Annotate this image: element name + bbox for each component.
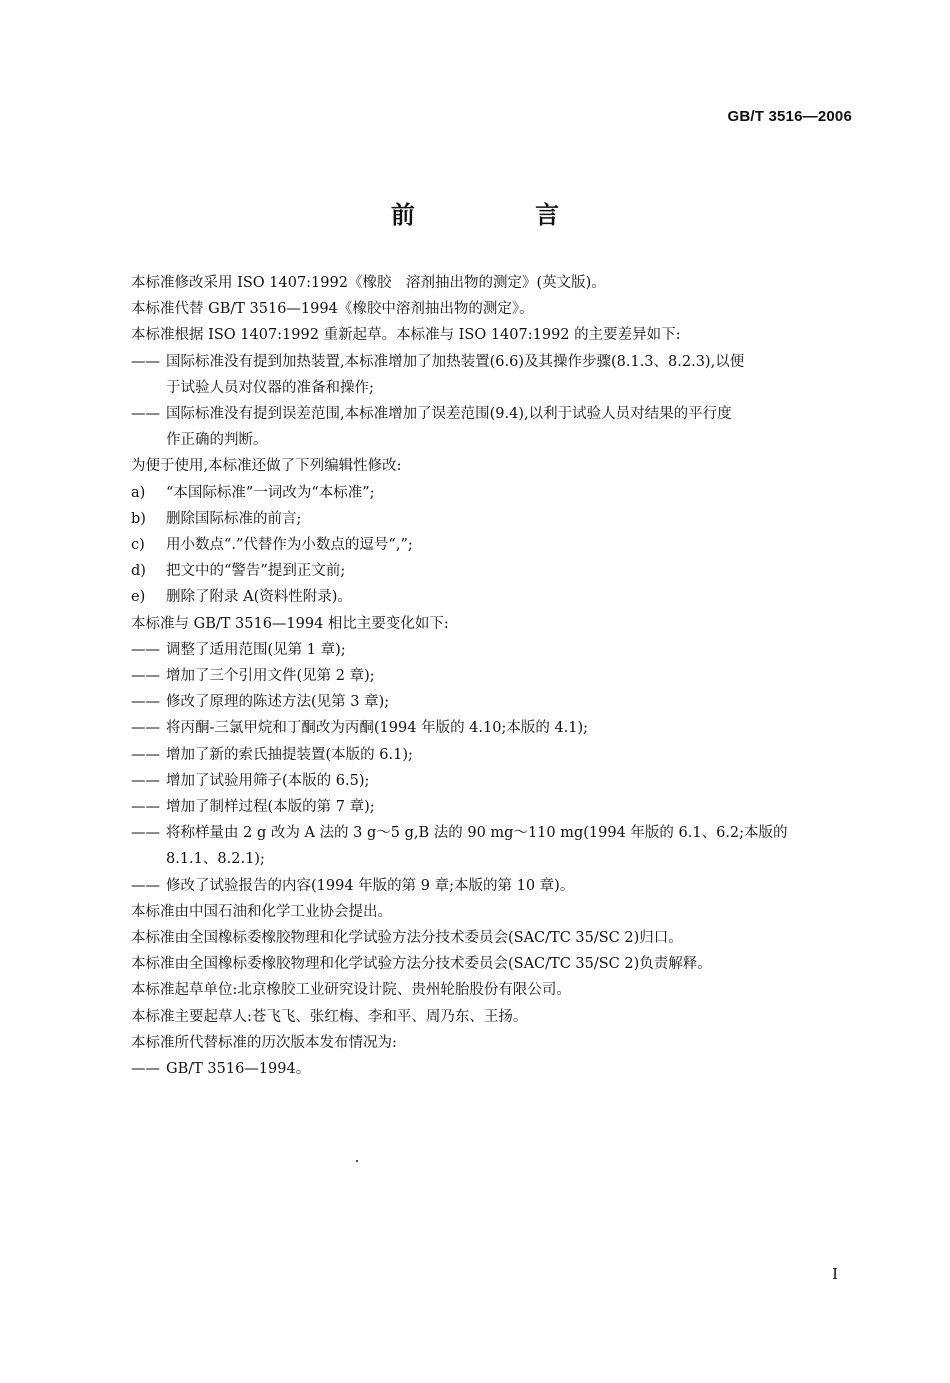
dash-mark: —— [131, 1061, 160, 1078]
dash-item [131, 794, 856, 820]
list-item-text: 用小数点“.”代替作为小数点的逗号“,”; [166, 537, 413, 554]
dash-item-text: 8.1.1、8.2.1); [166, 851, 265, 868]
list-item-label: c) [131, 537, 145, 554]
paragraph: 为便于使用,本标准还做了下列编辑性修改: [131, 458, 402, 475]
list-item-label: b) [131, 510, 146, 527]
standard-number: GB/T 3516—2006 [727, 108, 852, 125]
dash-mark: —— [131, 825, 160, 842]
dash-item-text: 增加了制样过程(本版的第 7 章); [166, 799, 375, 816]
dash-item-text: 增加了新的索氏抽提装置(本版的 6.1); [166, 746, 413, 763]
list-item [131, 584, 856, 610]
list-item-text: 删除了附录 A(资料性附录)。 [166, 589, 352, 606]
paragraph: 本标准修改采用 ISO 1407:1992《橡胶 溶剂抽出物的测定》(英文版)。 [131, 275, 606, 291]
paragraph: 本标准根据 ISO 1407:1992 重新起草。本标准与 ISO 1407:1992 的主要差异如下: [131, 327, 681, 344]
dash-mark: —— [131, 668, 160, 685]
dash-item-text: 国际标准没有提到加热装置,本标准增加了加热装置(6.6)及其操作步骤(8.1.3、8.2.3),以便 [166, 353, 745, 370]
dash-mark: —— [131, 772, 160, 789]
paragraph: 本标准主要起草人:苍飞飞、张红梅、李和平、周乃东、王扬。 [131, 1008, 528, 1025]
list-item-label: d) [131, 563, 146, 580]
page-title: 前 言 [390, 201, 616, 229]
dash-item-continuation [131, 375, 856, 401]
dash-item-continuation [131, 427, 856, 453]
dash-item [131, 768, 856, 794]
dash-item-text: 于试验人员对仪器的准备和操作; [166, 379, 374, 396]
paragraph: 本标准与 GB/T 3516—1994 相比主要变化如下: [131, 615, 449, 632]
dash-item [131, 637, 856, 663]
list-item-text: 把文中的“警告”提到正文前; [166, 563, 346, 580]
paragraph: 本标准由中国石油和化学工业协会提出。 [131, 903, 392, 920]
dash-item-text: 作正确的判断。 [166, 432, 268, 449]
dash-item [131, 742, 856, 768]
dash-item-text: 国际标准没有提到误差范围,本标准增加了误差范围(9.4),以利于试验人员对结果的平行度 [166, 406, 732, 423]
paragraph: 本标准起草单位:北京橡胶工业研究设计院、贵州轮胎股份有限公司。 [131, 982, 571, 999]
document-body [131, 270, 856, 1082]
dash-item [131, 349, 856, 375]
dash-mark: —— [131, 799, 160, 816]
paragraph: 本标准代替 GB/T 3516—1994《橡胶中溶剂抽出物的测定》。 [131, 301, 534, 318]
scan-speck [356, 1160, 358, 1162]
list-item [131, 480, 856, 506]
dash-mark: —— [131, 746, 160, 763]
dash-item-text: GB/T 3516—1994。 [166, 1061, 311, 1078]
paragraph: 本标准由全国橡标委橡胶物理和化学试验方法分技术委员会(SAC/TC 35/SC 2)负责解释。 [131, 956, 712, 973]
list-item [131, 506, 856, 532]
dash-item [131, 663, 856, 689]
paragraph: 本标准由全国橡标委橡胶物理和化学试验方法分技术委员会(SAC/TC 35/SC 2)归口。 [131, 930, 683, 947]
dash-item-text: 增加了试验用筛子(本版的 6.5); [166, 772, 370, 789]
dash-mark: —— [131, 353, 160, 370]
dash-item-text: 修改了原理的陈述方法(见第 3 章); [166, 694, 390, 711]
page-number: I [832, 1265, 838, 1283]
list-item-text: “本国际标准”一词改为“本标准”; [166, 484, 375, 501]
dash-item-text: 将称样量由 2 g 改为 A 法的 3 g～5 g,B 法的 90 mg～110 mg(1994 年版的 6.1、6.2;本版的 [166, 825, 788, 842]
list-item-text: 删除国际标准的前言; [166, 510, 302, 527]
dash-mark: —— [131, 641, 160, 658]
dash-item [131, 401, 856, 427]
dash-item [131, 1056, 856, 1082]
dash-item-continuation [131, 846, 856, 872]
dash-item [131, 873, 856, 899]
dash-mark: —— [131, 406, 160, 423]
paragraph: 本标准所代替标准的历次版本发布情况为: [131, 1034, 397, 1051]
list-item-label: a) [131, 484, 146, 501]
dash-item-text: 修改了试验报告的内容(1994 年版的第 9 章;本版的第 10 章)。 [166, 877, 575, 894]
dash-mark: —— [131, 720, 160, 737]
dash-mark: —— [131, 694, 160, 711]
list-item-label: e) [131, 589, 146, 606]
dash-item [131, 715, 856, 741]
dash-item-text: 增加了三个引用文件(见第 2 章); [166, 668, 375, 685]
dash-item-text: 将丙酮-三氯甲烷和丁酮改为丙酮(1994 年版的 4.10;本版的 4.1); [166, 720, 589, 737]
list-item [131, 532, 856, 558]
dash-mark: —— [131, 877, 160, 894]
dash-item-text: 调整了适用范围(见第 1 章); [166, 641, 346, 658]
dash-item [131, 820, 856, 846]
list-item [131, 558, 856, 584]
dash-item [131, 689, 856, 715]
